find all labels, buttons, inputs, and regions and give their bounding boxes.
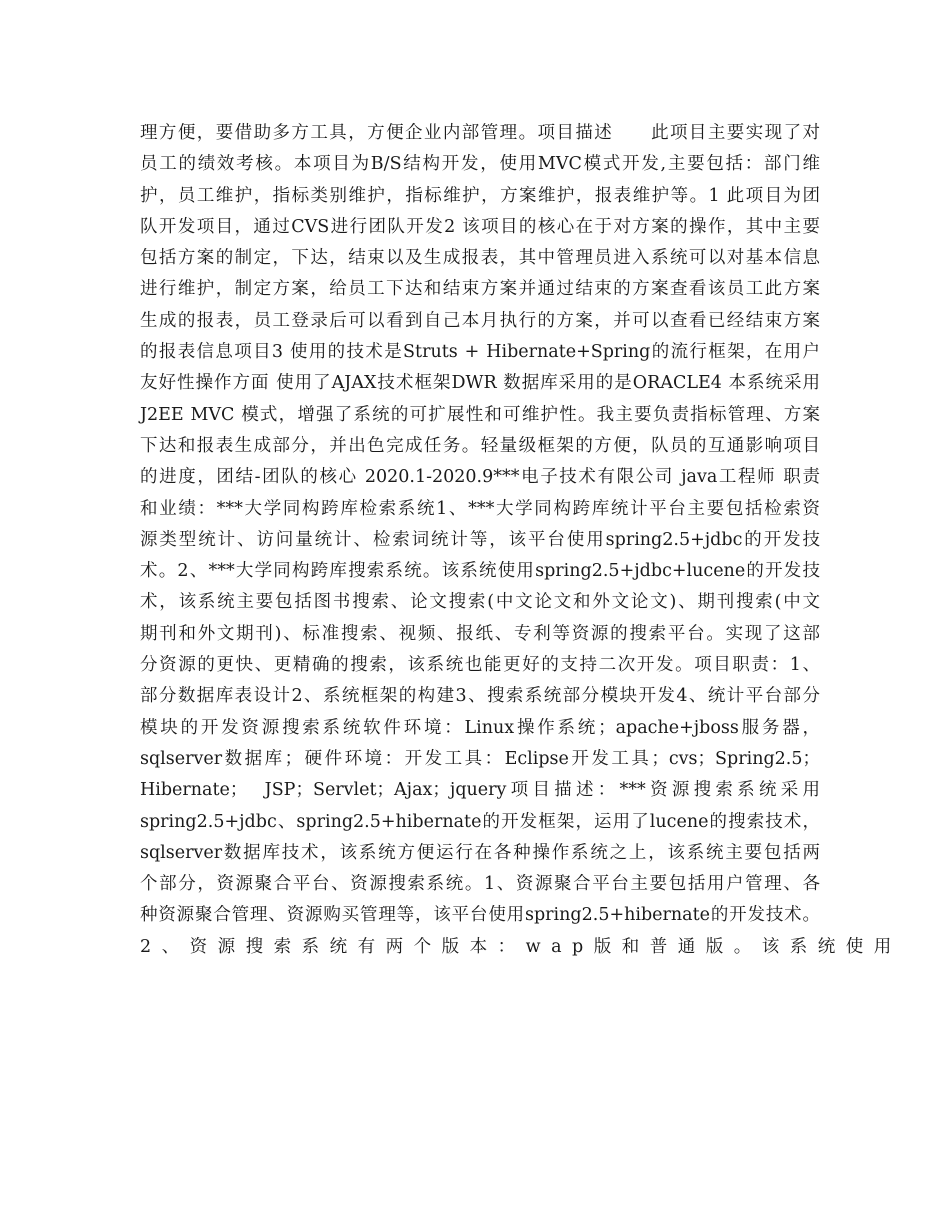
text-line: 包括方案的制定，下达，结束以及生成报表，其中管理员进入系统可以对基本信息 xyxy=(140,248,820,269)
text-line: sqlserver数据库技术，该系统方便运行在各种操作系统之上，该系统主要包括两 xyxy=(140,842,820,863)
document-body xyxy=(140,118,902,963)
text-line: 下达和报表生成部分，并出色完成任务。轻量级框架的方便，队员的互通影响项目 xyxy=(140,435,820,456)
text-line: 术。2、***大学同构跨库搜索系统。该系统使用spring2.5+jdbc+lucene的开发技 xyxy=(140,561,820,582)
text-line: 生成的报表，员工登录后可以看到自己本月执行的方案，并可以查看已经结束方案 xyxy=(140,310,820,331)
text-line: 术，该系统主要包括图书搜索、论文搜索(中文论文和外文论文)、期刊搜索(中文 xyxy=(140,592,820,613)
text-line: 期刊和外文期刊)、标准搜索、视频、报纸、专利等资源的搜索平台。实现了这部 xyxy=(140,623,820,644)
text-line: spring2.5+jdbc、spring2.5+hibernate的开发框架，运用了lucene的搜索技术， xyxy=(140,811,820,832)
text-line: sqlserver数据库；硬件环境：开发工具：Eclipse开发工具；cvs；Spring2.5； xyxy=(140,748,820,769)
text-line: 模块的开发资源搜索系统软件环境：Linux操作系统；apache+jboss服务器， xyxy=(140,717,820,738)
text-line: 个部分，资源聚合平台、资源搜索系统。1、资源聚合平台主要包括用户管理、各 xyxy=(140,874,820,895)
text-line: 的报表信息项目3 使用的技术是Struts + Hibernate+Spring的流行框架，在用户 xyxy=(140,342,820,363)
text-line: 护，员工维护，指标类别维护，指标维护，方案维护，报表维护等。1 此项目为团 xyxy=(140,185,820,206)
text-line: 员工的绩效考核。本项目为B/S结构开发，使用MVC模式开发,主要包括：部门维 xyxy=(140,154,820,175)
text-line: 种资源聚合管理、资源购买管理等，该平台使用spring2.5+hibernate的开发技术。 xyxy=(140,905,820,926)
text-line: J2EE MVC 模式，增强了系统的可扩展性和可维护性。我主要负责指标管理、方案 xyxy=(140,404,820,425)
text-line: 源类型统计、访问量统计、检索词统计等，该平台使用spring2.5+jdbc的开发技 xyxy=(140,529,820,550)
text-line: 和业绩：***大学同构跨库检索系统1、***大学同构跨库统计平台主要包括检索资 xyxy=(140,498,820,519)
text-line: 队开发项目，通过CVS进行团队开发2 该项目的核心在于对方案的操作，其中主要 xyxy=(140,216,820,237)
text-line: 分资源的更快、更精确的搜索，该系统也能更好的支持二次开发。项目职责：1、 xyxy=(140,655,820,676)
text-line: Hibernate； JSP；Servlet；Ajax；jquery项目描述：***资源搜索系统采用 xyxy=(140,780,820,801)
text-line: 2、资源搜索系统有两个版本：wap版和普通版。该系统使用 xyxy=(140,936,902,957)
text-line: 理方便，要借助多方工具，方便企业内部管理。项目描述 此项目主要实现了对 xyxy=(140,123,820,143)
text-line: 部分数据库表设计2、系统框架的构建3、搜索系统部分模块开发4、统计平台部分 xyxy=(140,686,820,707)
text-line: 进行维护，制定方案，给员工下达和结束方案并通过结束的方案查看该员工此方案 xyxy=(140,279,820,300)
text-line: 的进度，团结-团队的核心 2020.1-2020.9***电子技术有限公司 java工程师 职责 xyxy=(140,467,820,488)
text-line: 友好性操作方面 使用了AJAX技术框架DWR 数据库采用的是ORACLE4 本系统采用 xyxy=(140,373,820,394)
